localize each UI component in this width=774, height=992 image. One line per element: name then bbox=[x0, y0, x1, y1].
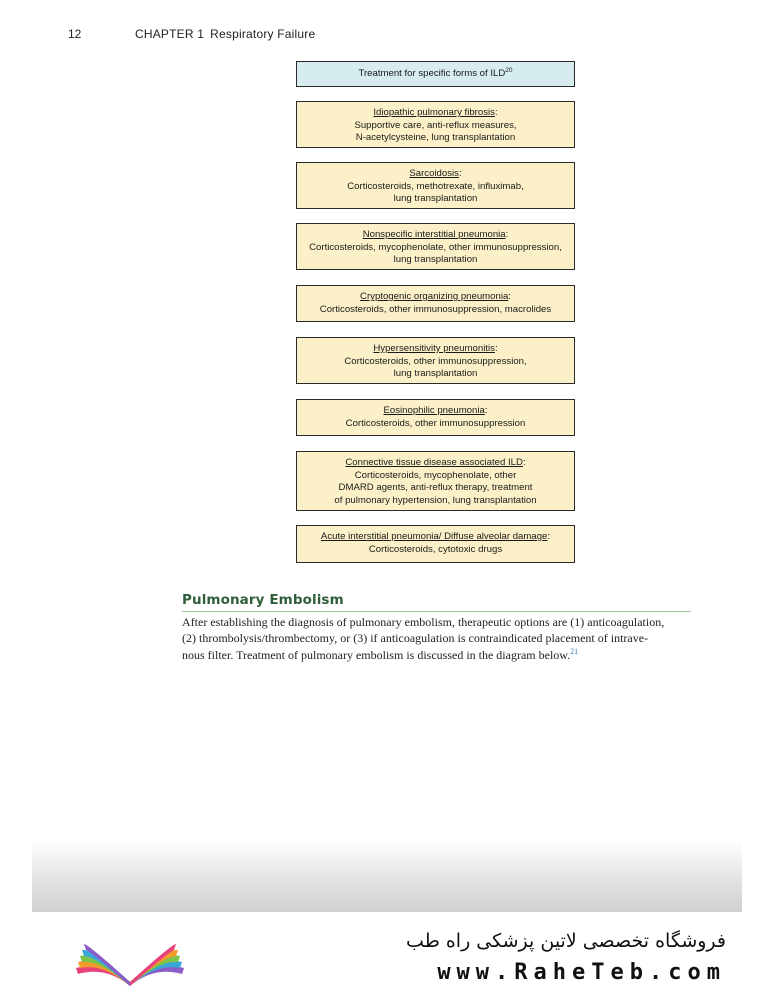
paragraph-line-text: nous filter. Treatment of pulmonary embolism is discussed in the diagram below. bbox=[182, 647, 571, 662]
ild-box-treatment-line: N-acetylcysteine, lung transplantation bbox=[355, 132, 516, 144]
ild-box-title: Cryptogenic organizing pneumonia bbox=[360, 291, 509, 302]
shop-name: فروشگاه تخصصی لاتین پزشکی راه طب bbox=[406, 930, 726, 952]
ild-box-treatment-line: lung transplantation bbox=[393, 193, 478, 205]
page-bottom-shadow bbox=[32, 840, 742, 912]
ild-box-treatment-line: Corticosteroids, methotrexate, influximab, bbox=[347, 180, 524, 192]
watermark-footer bbox=[0, 912, 774, 991]
ild-box-title: Hypersensitivity pneumonitis bbox=[373, 343, 495, 354]
ild-box-treatment-line: Supportive care, anti-reflux measures, bbox=[354, 119, 517, 131]
ild-box-treatment-line: Corticosteroids, other immunosuppression, bbox=[344, 355, 527, 367]
shop-url[interactable]: www.RaheTeb.com bbox=[437, 960, 726, 985]
ild-box-treatment-line: Corticosteroids, mycophenolate, other immunosuppression, bbox=[309, 241, 562, 253]
ild-box-title: Sarcoidosis bbox=[409, 168, 459, 179]
ild-box: Cryptogenic organizing pneumonia: Corticosteroids, other immunosuppression, macrolides bbox=[296, 285, 575, 322]
book-logo-icon bbox=[70, 930, 190, 992]
flowchart-header-ref: 20 bbox=[505, 66, 513, 74]
flowchart-header bbox=[296, 61, 575, 87]
ild-box: Eosinophilic pneumonia: Corticosteroids, other immunosuppression bbox=[296, 399, 575, 436]
ild-box-treatment-line: Corticosteroids, mycophenolate, other bbox=[354, 469, 517, 481]
chapter-label bbox=[135, 27, 315, 41]
page-number: 12 bbox=[68, 27, 82, 41]
ild-box-title: Eosinophilic pneumonia bbox=[383, 405, 485, 416]
ild-box-treatment-line: Corticosteroids, other immunosuppression bbox=[345, 417, 526, 429]
ild-box-title: Nonspecific interstitial pneumonia bbox=[362, 229, 506, 240]
ild-box: Acute interstitial pneumonia/ Diffuse alveolar damage: Corticosteroids, cytotoxic drugs bbox=[296, 525, 575, 563]
paragraph-line bbox=[182, 647, 691, 663]
flowchart-header-text: Treatment for specific forms of ILD bbox=[358, 68, 506, 79]
ild-box: Idiopathic pulmonary fibrosis: Supportive care, anti-reflux measures, N-acetylcysteine, lung transplantation bbox=[296, 101, 575, 148]
ild-box: Nonspecific interstitial pneumonia: Corticosteroids, mycophenolate, other immunosuppression, lung transplantation bbox=[296, 223, 575, 270]
ild-box: Hypersensitivity pneumonitis: Corticosteroids, other immunosuppression, lung transplantation bbox=[296, 337, 575, 384]
ild-box-title: Acute interstitial pneumonia/ Diffuse alveolar damage bbox=[320, 531, 548, 542]
paragraph-line: (2) thrombolysis/thrombectomy, or (3) if anticoagulation is contraindicated placement of intrave- bbox=[182, 631, 649, 646]
ild-box: Sarcoidosis: Corticosteroids, methotrexate, influximab, lung transplantation bbox=[296, 162, 575, 209]
paragraph-line: After establishing the diagnosis of pulmonary embolism, therapeutic options are (1) anticoagulation, bbox=[182, 615, 665, 629]
ild-box-title: Connective tissue disease associated ILD bbox=[345, 457, 523, 468]
ild-box-treatment-line: Corticosteroids, cytotoxic drugs bbox=[368, 543, 503, 555]
ild-box-treatment-line: lung transplantation bbox=[393, 368, 478, 380]
section-rule bbox=[182, 611, 691, 612]
ild-box-treatment-line: lung transplantation bbox=[393, 254, 478, 266]
chapter-number: CHAPTER 1 bbox=[135, 27, 205, 41]
ild-box-treatment-line: of pulmonary hypertension, lung transplantation bbox=[334, 494, 537, 506]
reference-link[interactable]: 21 bbox=[570, 646, 579, 656]
ild-box-treatment-line: Corticosteroids, other immunosuppression, macrolides bbox=[319, 303, 552, 315]
section-paragraph bbox=[182, 614, 691, 663]
ild-box-treatment-line: DMARD agents, anti-reflux therapy, treatment bbox=[338, 482, 533, 494]
chapter-title: Respiratory Failure bbox=[210, 27, 316, 41]
section-title: Pulmonary Embolism bbox=[182, 592, 344, 608]
ild-box-title: Idiopathic pulmonary fibrosis bbox=[373, 107, 495, 118]
ild-box: Connective tissue disease associated ILD: Corticosteroids, mycophenolate, other DMARD agents, anti-reflux therapy, treatment of pulmonary hypertension, lung transplantation bbox=[296, 451, 575, 511]
